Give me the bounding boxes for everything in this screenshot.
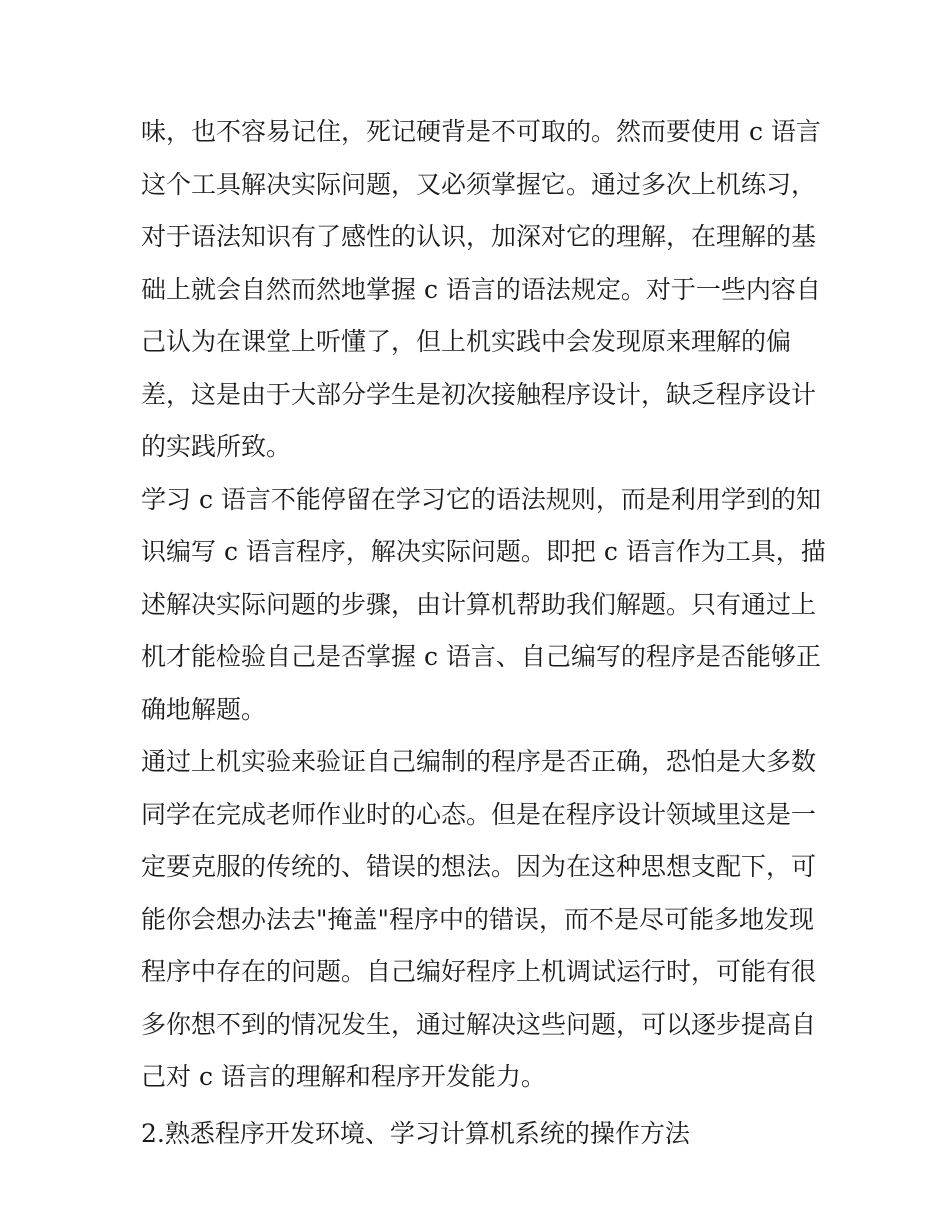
text-line: 机才能检验自己是否掌握 c 语言、自己编写的程序是否能够正 [141,642,821,671]
text-line: 程序中存在的问题。自己编好程序上机调试运行时，可能有很 [141,957,817,986]
text-line: 味，也不容易记住，死记硬背是不可取的。然而要使用 c 语言 [141,117,821,146]
text-line: 识编写 c 语言程序，解决实际问题。即把 c 语言作为工具，描 [141,537,826,566]
text-line: 己认为在课堂上听懂了，但上机实践中会发现原来理解的偏 [141,327,792,356]
text-line: 础上就会自然而然地掌握 c 语言的语法规定。对于一些内容自 [141,274,821,304]
text-line: 差，这是由于大部分学生是初次接触程序设计，缺乏程序设计 [141,379,817,409]
text-line: 多你想不到的情况发生，通过解决这些问题，可以逐步提高自 [141,1009,817,1039]
text-line: 学习 c 语言不能停留在学习它的语法规则，而是利用学到的知 [141,484,821,514]
body-text [141,106,826,1160]
section-heading: 2.熟悉程序开发环境、学习计算机系统的操作方法 [141,1118,690,1148]
text-line: 确地解题。 [141,694,267,724]
text-line: 通过上机实验来验证自己编制的程序是否正确，恐怕是大多数 [141,747,817,776]
text-line: 己对 c 语言的理解和程序开发能力。 [141,1062,546,1091]
text-line: 述解决实际问题的步骤，由计算机帮助我们解题。只有通过上 [141,589,817,619]
text-line: 的实践所致。 [141,432,292,461]
text-line: 这个工具解决实际问题，又必须掌握它。通过多次上机练习， [141,169,817,199]
text-line: 同学在完成老师作业时的心态。但是在程序设计领域里这是一 [141,799,817,829]
text-line: 能你会想办法去"掩盖"程序中的错误，而不是尽可能多地发现 [141,904,815,934]
text-line: 定要克服的传统的、错误的想法。因为在这种思想支配下，可 [141,852,817,881]
text-line: 对于语法知识有了感性的认识，加深对它的理解，在理解的基 [141,222,817,251]
